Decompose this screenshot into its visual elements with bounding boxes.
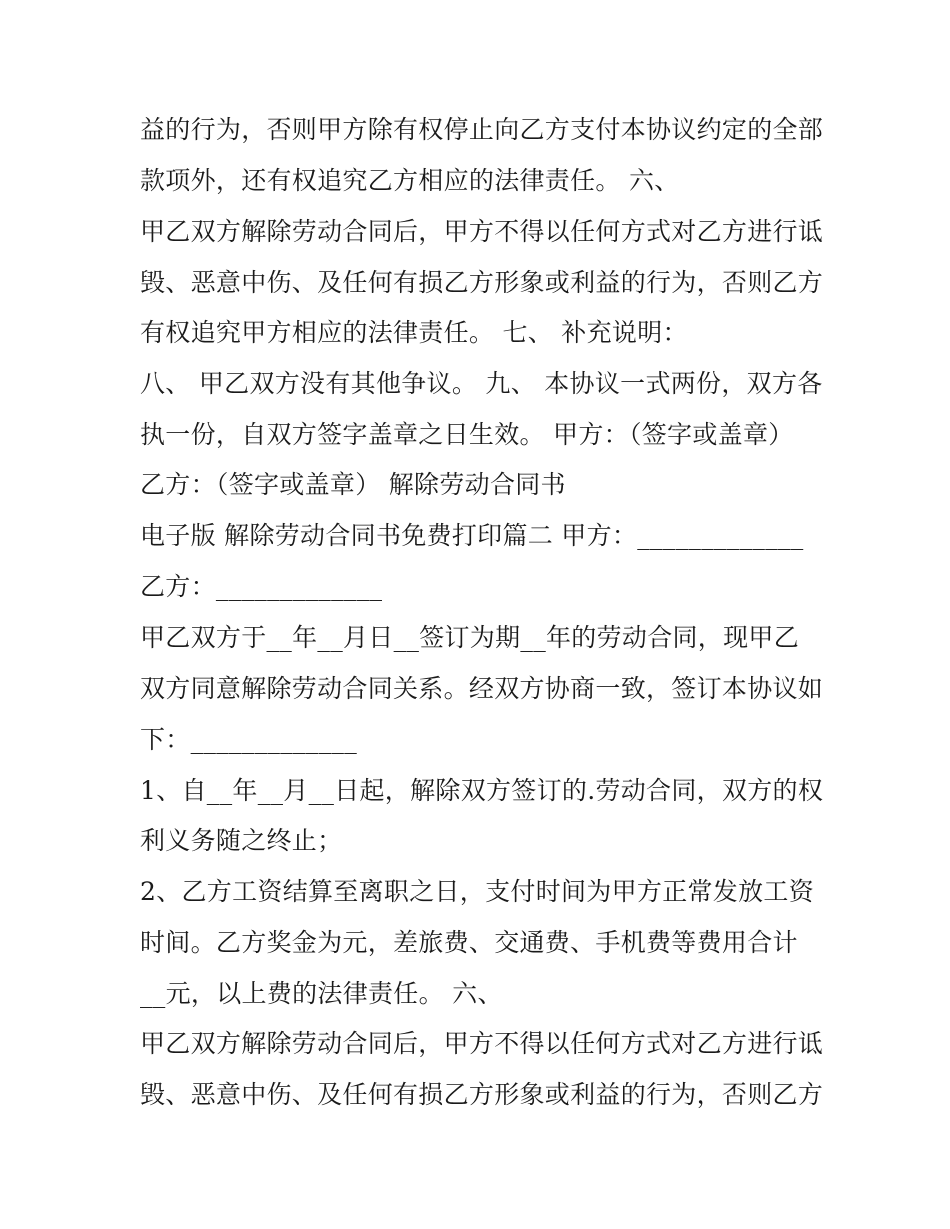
text-line: 2、乙方工资结算至离职之日，支付时间为甲方正常发放工资 bbox=[140, 877, 815, 906]
text-line: 毁、恶意中伤、及任何有损乙方形象或利益的行为，否则乙方 bbox=[140, 268, 824, 297]
text-line: 甲乙双方于__年__月日__签订为期__年的劳动合同，现甲乙 bbox=[140, 623, 800, 652]
text-line: 利义务随之终止； bbox=[140, 826, 343, 855]
text-line: 甲乙双方解除劳动合同后，甲方不得以任何方式对乙方进行诋 bbox=[140, 1029, 824, 1058]
text-line: 有权追究甲方相应的法律责任。 七、 补充说明： bbox=[140, 318, 688, 347]
text-line: 乙方：（签字或盖章） 解除劳动合同书 bbox=[140, 470, 566, 499]
text-line: 款项外，还有权追究乙方相应的法律责任。 六、 bbox=[140, 166, 680, 195]
text-line: 双方同意解除劳动合同关系。经双方协商一致，签订本协议如 bbox=[140, 674, 824, 703]
text-line: 电子版 解除劳动合同书免费打印篇二 甲方：_____________ bbox=[140, 521, 804, 550]
text-line: 1、自__年__月__日起，解除双方签订的.劳动合同，双方的权 bbox=[140, 776, 824, 805]
text-line: 八、 甲乙双方没有其他争议。 九、 本协议一式两份，双方各 bbox=[140, 369, 823, 398]
text-line: 下：_____________ bbox=[140, 725, 357, 754]
text-line: 执一份，自双方签字盖章之日生效。 甲方：（签字或盖章） bbox=[140, 420, 794, 449]
text-line: 益的行为，否则甲方除有权停止向乙方支付本协议约定的全部 bbox=[140, 115, 824, 144]
text-line: 乙方：_____________ bbox=[140, 572, 383, 601]
text-line: 毁、恶意中伤、及任何有损乙方形象或利益的行为，否则乙方 bbox=[140, 1080, 824, 1109]
text-line: 时间。乙方奖金为元，差旅费、交通费、手机费等费用合计 bbox=[140, 928, 798, 957]
text-line: 甲乙双方解除劳动合同后，甲方不得以任何方式对乙方进行诋 bbox=[140, 217, 824, 246]
text-line: __元，以上费的法律责任。 六、 bbox=[140, 979, 503, 1008]
